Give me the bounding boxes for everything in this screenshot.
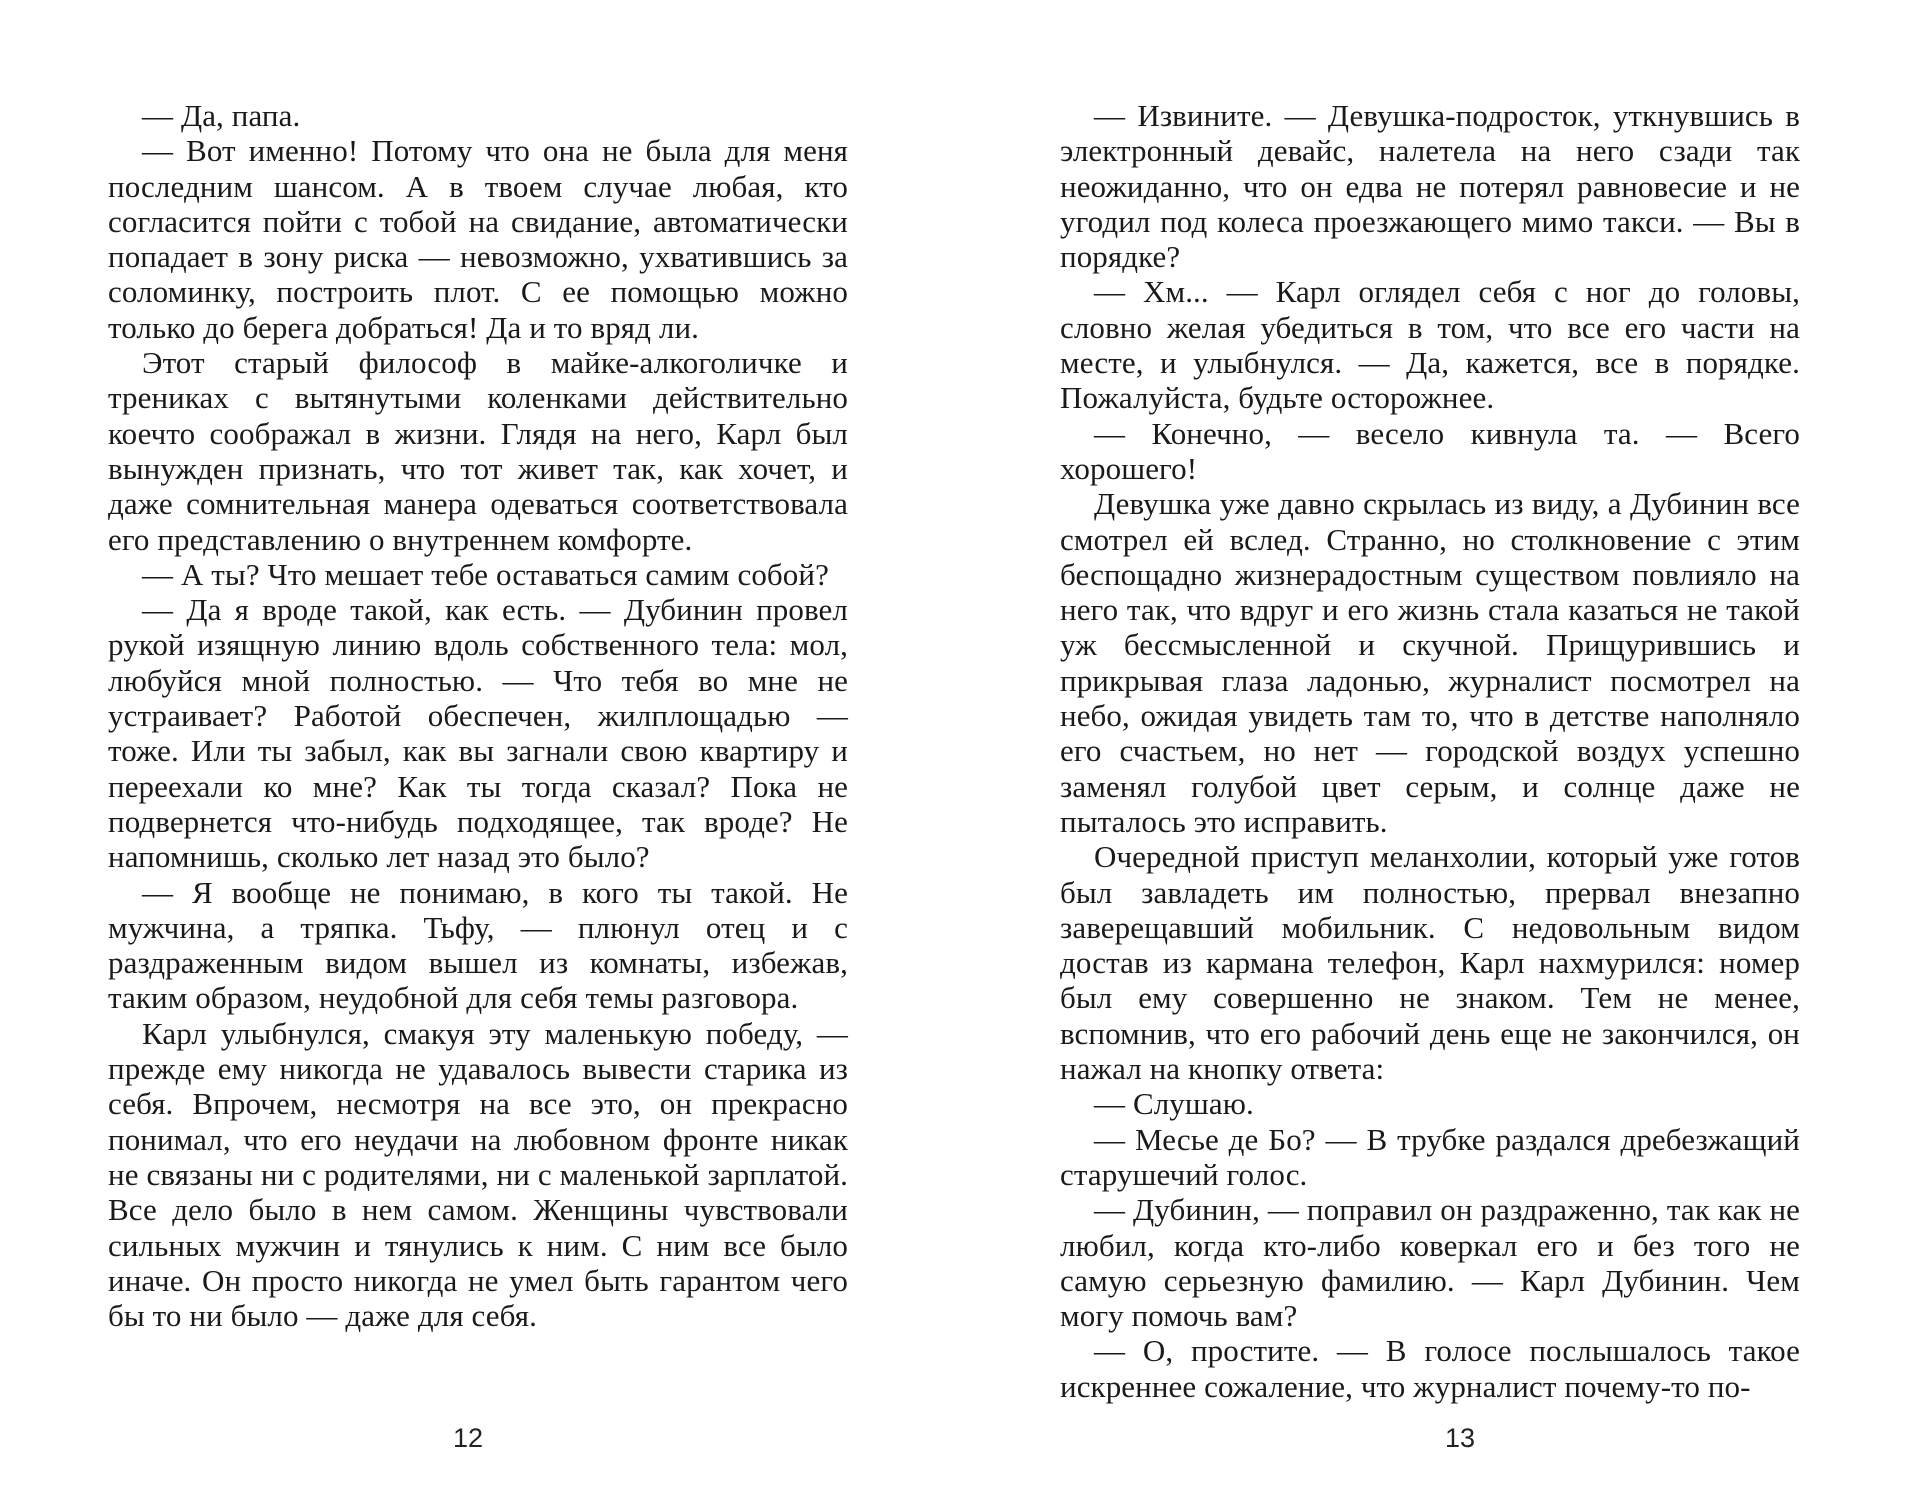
paragraph: — Дубинин, — поправил он раздраженно, так как не любил, когда кто-либо коверкал его и без того не самую серьезную фамилию. — Карл Дубинин. Чем могу помочь вам? [1060, 1192, 1800, 1334]
paragraph: — Вот именно! Потому что она не была для меня последним шансом. А в твоем случае любая, кто согласится пойти с тобой на свидание, автоматически попадает в зону риска — невозможно, ухватившись за соломинку, построить плот. С ее помощью можно только до берега добраться! Да и то вряд ли. [108, 133, 848, 345]
paragraph: Очередной приступ меланхолии, который уже готов был завладеть им полностью, прервал внезапно заверещавший мобильник. С недовольным видом достав из кармана телефон, Карл нахмурился: номер был ему совершенно не знаком. Тем не менее, вспомнив, что его рабочий день еще не закончился, он нажал на кнопку ответа: [1060, 839, 1800, 1087]
right-page [1060, 98, 1800, 1453]
paragraph: Этот старый философ в майке-алкоголичке и трениках с вытянутыми коленками действительно коечто соображал в жизни. Глядя на него, Карл был вынужден признать, что тот живет так, как хочет, и даже сомнительная манера одеваться соответствовала его представлению о внутреннем комфорте. [108, 345, 848, 557]
page-number-left: 12 [452, 1423, 484, 1453]
page-number-right: 13 [1444, 1423, 1476, 1453]
paragraph: — Слушаю. [1094, 1086, 1254, 1122]
paragraph: — А ты? Что мешает тебе оставаться самим собой? [142, 556, 829, 592]
paragraph: — Извините. — Девушка-подросток, уткнувшись в электронный девайс, налетела на него сзади так неожиданно, что он едва не потерял равновесие и не угодил под колеса проезжающего мимо такси. — Вы в порядке? [1060, 98, 1800, 275]
paragraph: — О, простите. — В голосе послышалось такое искреннее сожаление, что журналист почему-то по- [1060, 1333, 1800, 1404]
paragraph: — Хм... — Карл оглядел себя с ног до головы, словно желая убедиться в том, что все его части на месте, и улыбнулся. — Да, кажется, все в порядке. Пожалуйста, будьте осторожнее. [1060, 274, 1800, 416]
paragraph: — Да, папа. [142, 98, 301, 133]
paragraph: — Да я вроде такой, как есть. — Дубинин провел рукой изящную линию вдоль собственного тела: мол, любуйся мной полностью. — Что тебя во мне не устраивает? Работой обеспечен, жилплощадью — тоже. Или ты забыл, как вы загнали свою квартиру и переехали ко мне? Как ты тогда сказал? Пока не подвернется что-нибудь подходящее, так вроде? Не напомнишь, сколько лет назад это было? [108, 592, 848, 875]
paragraph: — Месье де Бо? — В трубке раздался дребезжащий старушечий голос. [1060, 1121, 1800, 1192]
paragraph: Карл улыбнулся, смакуя эту маленькую победу, — прежде ему никогда не удавалось вывести старика из себя. Впрочем, несмотря на все это, он прекрасно понимал, что его неудачи на любовном фронте никак не связаны ни с родителями, ни с маленькой зарплатой. Все дело было в нем самом. Женщины чувствовали сильных мужчин и тянулись к ним. С ним все было иначе. Он просто никогда не умел быть гарантом чего бы то ни было — даже для себя. [108, 1015, 848, 1334]
paragraph: Девушка уже давно скрылась из виду, а Дубинин все смотрел ей вслед. Странно, но столкновение с этим беспощадно жизнерадостным существом повлияло на него так, что вдруг и его жизнь стала казаться не такой уж бессмысленной и скучной. Прищурившись и прикрывая глаза ладонью, журналист посмотрел на небо, ожидая увидеть там то, что в детстве наполняло его счастьем, но нет — городской воздух успешно заменял голубой цвет серым, и солнце даже не пыталось это исправить. [1060, 486, 1800, 839]
paragraph: — Я вообще не понимаю, в кого ты такой. Не мужчина, а тряпка. Тьфу, — плюнул отец и с раздраженным видом вышел из комнаты, избежав, таким образом, неудобной для себя темы разговора. [108, 874, 848, 1016]
left-page-text [108, 98, 848, 1388]
right-page-text [1060, 98, 1800, 1404]
paragraph: — Конечно, — весело кивнула та. — Всего хорошего! [1060, 415, 1800, 486]
left-page [108, 98, 848, 1453]
